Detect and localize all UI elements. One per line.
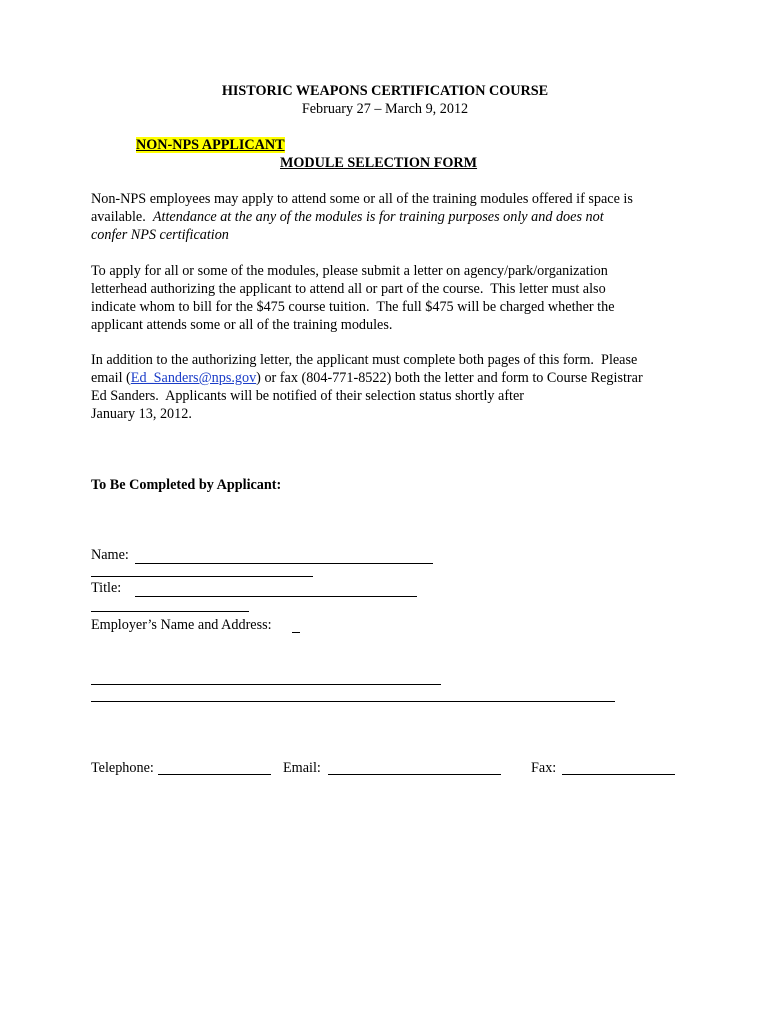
intro-line-2-plain: available. (91, 209, 153, 225)
address-field-line-2[interactable] (91, 701, 615, 702)
telephone-field-line[interactable] (158, 774, 271, 775)
course-dates: February 27 – March 9, 2012 (301, 101, 469, 117)
section-heading: To Be Completed by Applicant: (91, 477, 282, 493)
employer-label: Employer’s Name and Address: (91, 617, 272, 633)
name-label: Name: (91, 547, 129, 563)
intro-line-1: Non-NPS employees may apply to attend some or all of the training modules offered if space is (91, 191, 633, 207)
form-title: MODULE SELECTION FORM (280, 155, 478, 171)
name-field-line[interactable] (135, 563, 433, 564)
applicant-type-label (136, 137, 285, 154)
apply-line-2: letterhead authorizing the applicant to attend all or part of the course. This letter must also (91, 281, 606, 297)
email-label: Email: (283, 760, 321, 776)
address-field-line-1[interactable] (91, 684, 441, 685)
fax-field-line[interactable] (562, 774, 675, 775)
intro-line-2-italic: Attendance at the any of the modules is for training purposes only and does not (152, 209, 604, 225)
apply-line-4: applicant attends some or all of the training modules. (91, 317, 393, 333)
fax-label: Fax: (531, 760, 557, 776)
submit-line-4: January 13, 2012. (91, 406, 192, 422)
name-field-line-continued[interactable] (91, 576, 313, 577)
title-field-line-continued[interactable] (91, 611, 249, 612)
submit-paragraph (91, 351, 711, 423)
apply-paragraph (91, 262, 691, 334)
apply-line-1: To apply for all or some of the modules, please submit a letter on agency/park/organization (91, 263, 608, 279)
email-field-line[interactable] (328, 774, 501, 775)
intro-line-2 (91, 208, 691, 226)
intro-line-3-italic: confer NPS certification (91, 227, 229, 243)
telephone-label: Telephone: (91, 760, 154, 776)
intro-line-3 (91, 226, 691, 244)
submit-line-3: Ed Sanders. Applicants will be notified of their selection status shortly after (91, 388, 525, 404)
course-title: HISTORIC WEAPONS CERTIFICATION COURSE (221, 83, 549, 99)
submit-line-1: In addition to the authorizing letter, the applicant must complete both pages of this form. Please (91, 352, 638, 368)
applicant-type-highlight: NON-NPS APPLICANT (136, 137, 285, 153)
apply-line-3: indicate whom to bill for the $475 course tuition. The full $475 will be charged whether the (91, 299, 615, 315)
submit-line-2-pre: email ( (91, 370, 131, 386)
submit-line-2-post: ) or fax (804-771-8522) both the letter and form to Course Registrar (256, 370, 643, 386)
employer-field-line[interactable] (292, 632, 300, 633)
intro-paragraph (91, 190, 691, 244)
registrar-email-link[interactable]: Ed_Sanders@nps.gov (130, 370, 257, 386)
submit-line-2 (91, 369, 711, 387)
title-field-line[interactable] (135, 596, 417, 597)
title-label: Title: (91, 580, 122, 596)
